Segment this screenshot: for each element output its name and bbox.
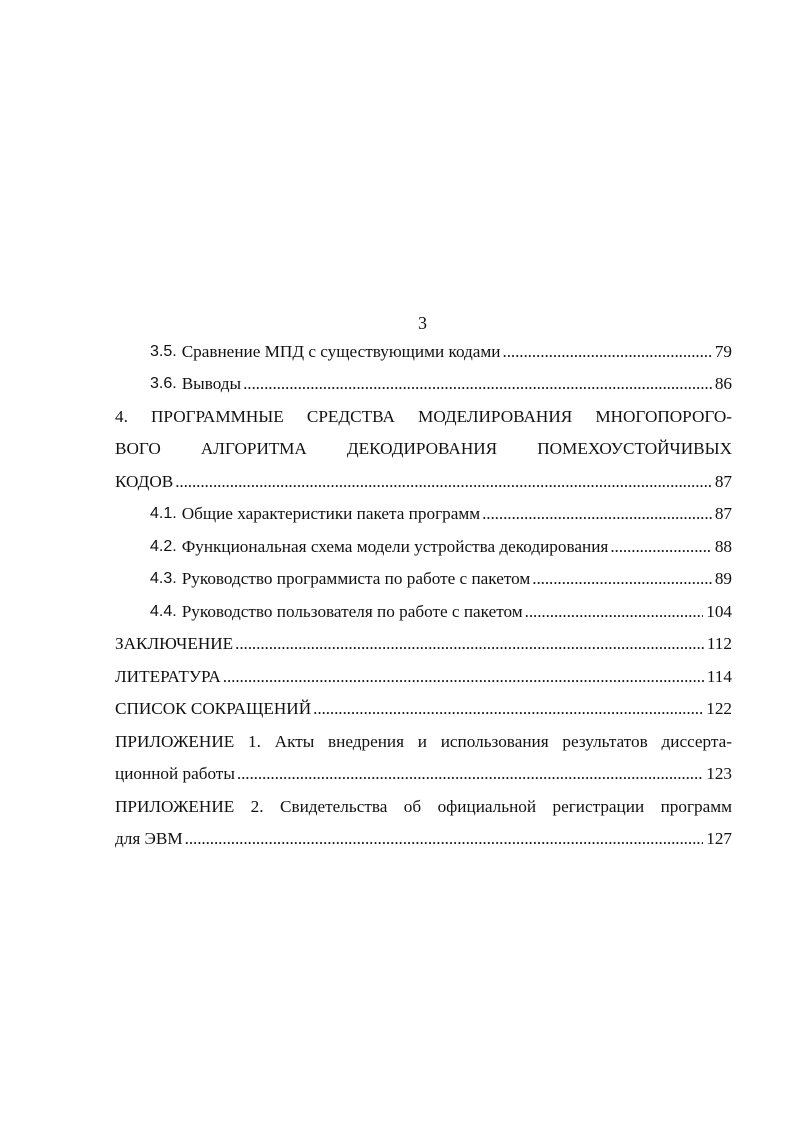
toc-entry-4-1[interactable] [150, 503, 732, 525]
entry-page: 87 [714, 504, 732, 523]
page-number: 3 [418, 313, 427, 333]
toc-entry-4-4[interactable] [150, 601, 732, 623]
entry-title: ЗАКЛЮЧЕНИЕ [115, 634, 234, 653]
section-number: 4.4. [150, 603, 177, 620]
section-number: 3.5. [150, 343, 177, 360]
toc-entry-conclusion[interactable] [115, 633, 732, 655]
entry-title: Выводы [181, 374, 242, 393]
toc-entry-3-6[interactable] [150, 373, 732, 395]
toc-entry-3-5[interactable] [150, 341, 732, 363]
entry-page: 122 [706, 699, 732, 718]
entry-page: 87 [714, 472, 732, 491]
entry-title: Руководство пользователя по работе с пакетом [181, 602, 523, 621]
entry-page: 112 [706, 634, 732, 653]
dot-leader [235, 633, 704, 655]
toc-entry-4-line-3[interactable] [115, 471, 732, 493]
dot-leader [482, 503, 712, 525]
entry-page: 114 [706, 667, 732, 686]
toc-entry-appendix-2-line-2[interactable] [115, 828, 732, 850]
entry-page: 86 [714, 374, 732, 393]
dot-leader [185, 828, 704, 850]
section-number: 4.1. [150, 505, 177, 522]
toc-entry-appendix-1-line-1[interactable]: ПРИЛОЖЕНИЕ 1. Акты внедрения и использования результатов диссерта- [115, 732, 732, 751]
toc-entry-4-line-2[interactable]: ВОГО АЛГОРИТМА ДЕКОДИРОВАНИЯ ПОМЕХОУСТОЙЧИВЫХ [115, 439, 732, 458]
toc-entry-literature[interactable] [115, 666, 732, 688]
entry-title: Функциональная схема модели устройства декодирования [181, 537, 609, 556]
entry-title: Общие характеристики пакета программ [181, 504, 481, 523]
entry-title: Сравнение МПД с существующими кодами [181, 342, 501, 361]
entry-title: СПИСОК СОКРАЩЕНИЙ [115, 699, 312, 718]
dot-leader [175, 471, 712, 493]
dot-leader [243, 373, 712, 395]
entry-page: 79 [714, 342, 732, 361]
entry-page: 104 [706, 602, 732, 621]
entry-title: ЛИТЕРАТУРА [115, 667, 221, 686]
section-number: 4.3. [150, 570, 177, 587]
toc-entry-appendix-1-line-2[interactable] [115, 763, 732, 785]
entry-title: КОДОВ [115, 472, 174, 491]
dot-leader [503, 341, 712, 363]
entry-title: Руководство программиста по работе с пакетом [181, 569, 531, 588]
dot-leader [223, 666, 704, 688]
toc-entry-appendix-2-line-1[interactable]: ПРИЛОЖЕНИЕ 2. Свидетельства об официальной регистрации программ [115, 797, 732, 816]
entry-title: для ЭВМ [115, 829, 183, 848]
dot-leader [237, 763, 703, 785]
toc-entry-4-2[interactable] [150, 536, 732, 558]
dot-leader [532, 568, 712, 590]
entry-page: 127 [706, 829, 732, 848]
entry-page: 88 [714, 537, 732, 556]
toc-entry-4-line-1[interactable]: 4. ПРОГРАММНЫЕ СРЕДСТВА МОДЕЛИРОВАНИЯ МНОГОПОРОГО- [115, 407, 732, 426]
dot-leader [525, 601, 704, 623]
toc-entry-abbreviations[interactable] [115, 698, 732, 720]
toc-entry-4-3[interactable] [150, 568, 732, 590]
dot-leader [313, 698, 703, 720]
section-number: 3.6. [150, 375, 177, 392]
section-number: 4.2. [150, 538, 177, 555]
dot-leader [610, 536, 712, 558]
entry-title: ционной работы [115, 764, 235, 783]
entry-page: 123 [706, 764, 732, 783]
entry-page: 89 [714, 569, 732, 588]
